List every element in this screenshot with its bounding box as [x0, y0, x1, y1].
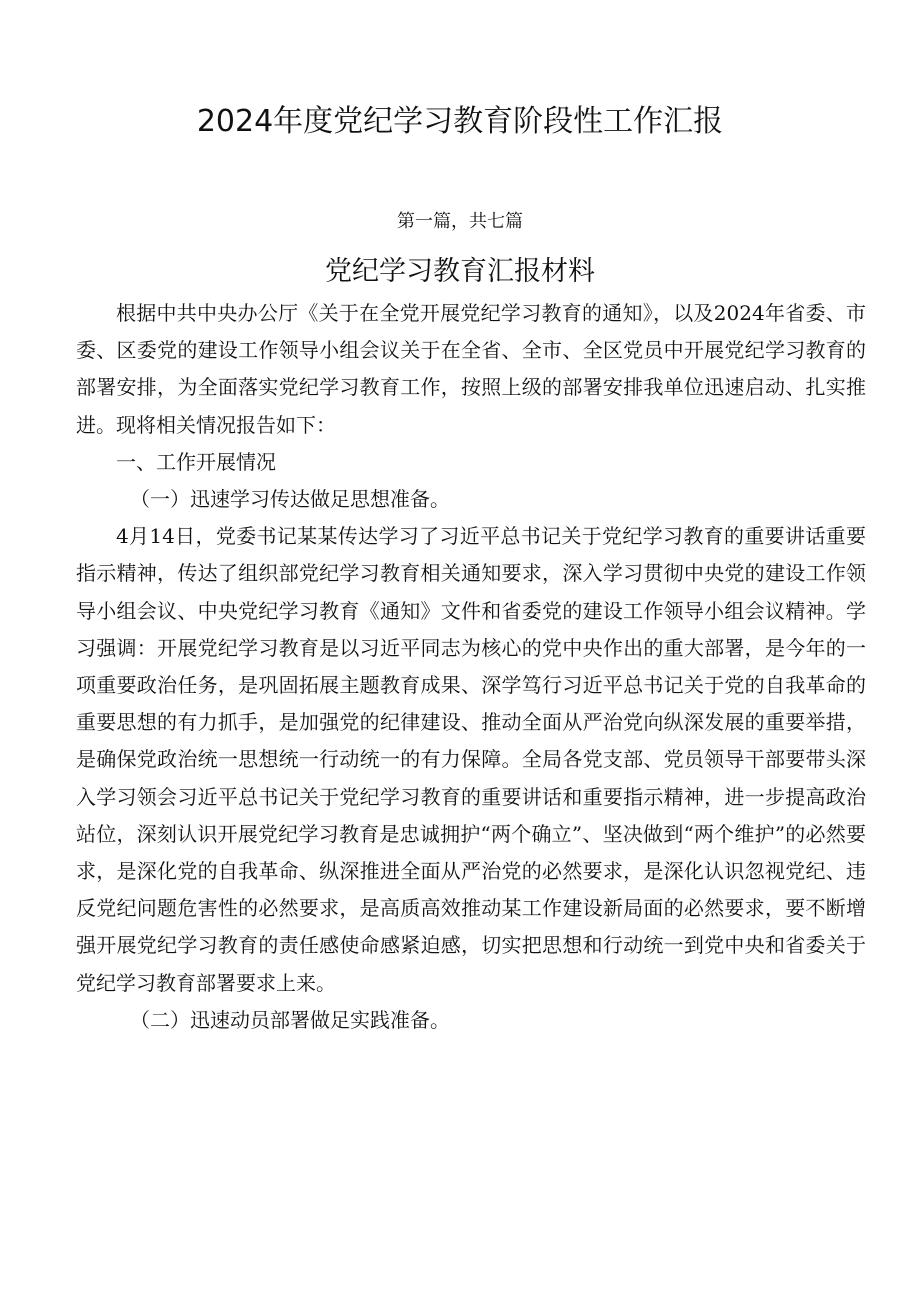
- body-paragraph: 4月14日，党委书记某某传达学习了习近平总书记关于党纪学习教育的重要讲话重要指示精神，传达了组织部党纪学习教育相关通知要求，深入学习贯彻中央党的建设工作领导小组会议、中央党纪学习教育《通知》文件和省委党的建设工作领导小组会议精神。学习强调：开展党纪学习教育是以习近平同志为核心的党中央作出的重大部署，是今年的一项重要政治任务，是巩固拓展主题教育成果、深学笃行习近平总书记关于党的自我革命的重要思想的有力抓手，是加强党的纪律建设、推动全面从严治党向纵深发展的重要举措，是确保党政治统一思想统一行动统一的有力保障。全局各党支部、党员领导干部要带头深入学习领会习近平总书记关于党纪学习教育的重要讲话和重要指示精神，进一步提高政治站位，深刻认识开展党纪学习教育是忠诚拥护“两个确立”、坚决做到“两个维护”的必然要求，是深化党的自我革命、纵深推进全面从严治党的必然要求，是深化认识忽视党纪、违反党纪问题危害性的必然要求，是高质高效推动某工作建设新局面的必然要求，要不断增强开展党纪学习教育的责任感使命感紧迫感，切实把思想和行动统一到党中央和省委关于党纪学习教育部署要求上来。: [76, 524, 866, 995]
- document-body: [76, 295, 866, 1039]
- section-heading-work-status: 一、工作开展情况: [116, 449, 276, 474]
- subsection-heading-2: （二）迅速动员部署做足实践准备。: [130, 1007, 450, 1032]
- intro-paragraph: 根据中共中央办公厅《关于在全党开展党纪学习教育的通知》，以及2024年省委、市委、区委党的建设工作领导小组会议关于在全省、全市、全区党员中开展党纪学习教育的部署安排，为全面落实党纪学习教育工作，按照上级的部署安排我单位迅速启动、扎实推进。现将相关情况报告如下：: [76, 301, 866, 437]
- section-heading: 党纪学习教育汇报材料: [325, 256, 595, 287]
- document-title: 2024年度党纪学习教育阶段性工作汇报: [196, 104, 724, 139]
- subsection-heading-1: （一）迅速学习传达做足思想准备。: [130, 487, 450, 512]
- document-subtitle: 第一篇，共七篇: [397, 211, 523, 232]
